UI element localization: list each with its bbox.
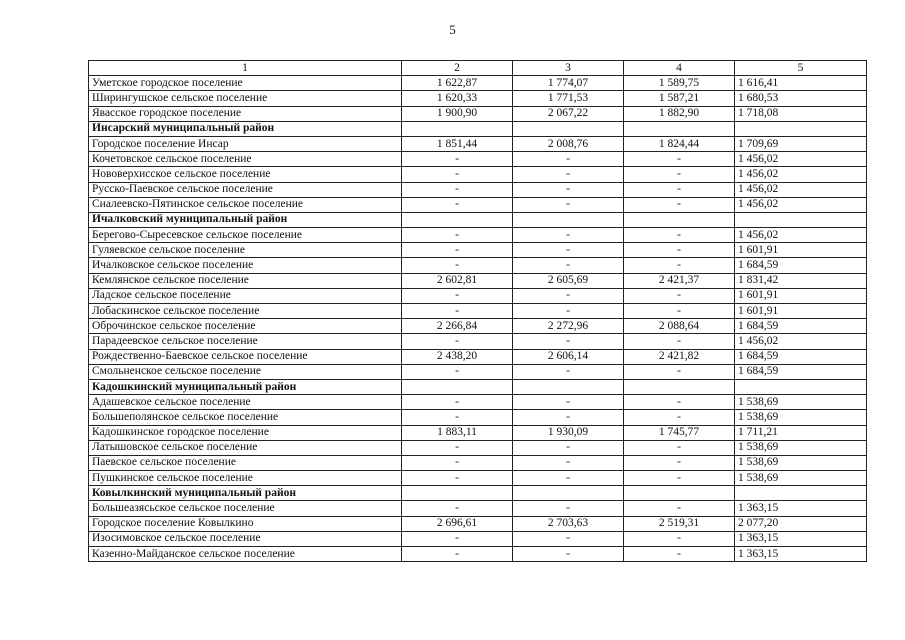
value-cell-col5: 1 601,91 bbox=[735, 243, 867, 258]
settlement-name: Ширингушское сельское поселение bbox=[89, 91, 402, 106]
value-cell-col2: - bbox=[402, 410, 513, 425]
value-cell-col3: - bbox=[513, 547, 624, 562]
value-cell-col2: 2 602,81 bbox=[402, 273, 513, 288]
value-cell-col2: - bbox=[402, 152, 513, 167]
value-cell-col5: 1 709,69 bbox=[735, 136, 867, 151]
value-cell-col3: 2 605,69 bbox=[513, 273, 624, 288]
value-cell-col4 bbox=[624, 486, 735, 501]
table-row bbox=[89, 197, 867, 212]
settlement-name: Паевское сельское поселение bbox=[89, 455, 402, 470]
value-cell-col5: 1 363,15 bbox=[735, 547, 867, 562]
table-row bbox=[89, 395, 867, 410]
value-cell-col5: 1 456,02 bbox=[735, 152, 867, 167]
value-cell-col5: 2 077,20 bbox=[735, 516, 867, 531]
table-row bbox=[89, 288, 867, 303]
settlement-name: Кемлянское сельское поселение bbox=[89, 273, 402, 288]
value-cell-col3: - bbox=[513, 334, 624, 349]
district-name: Инсарский муниципальный район bbox=[89, 121, 402, 136]
table-row bbox=[89, 531, 867, 546]
value-cell-col2: - bbox=[402, 304, 513, 319]
value-cell-col5: 1 601,91 bbox=[735, 304, 867, 319]
settlement-name: Кочетовское сельское поселение bbox=[89, 152, 402, 167]
value-cell-col2: - bbox=[402, 334, 513, 349]
settlement-name: Уметское городское поселение bbox=[89, 76, 402, 91]
settlement-name: Большеазясьское сельское поселение bbox=[89, 501, 402, 516]
table-row bbox=[89, 364, 867, 379]
settlement-name: Явасское городское поселение bbox=[89, 106, 402, 121]
value-cell-col4: 1 824,44 bbox=[624, 136, 735, 151]
value-cell-col4: - bbox=[624, 258, 735, 273]
table-row bbox=[89, 547, 867, 562]
value-cell-col2: - bbox=[402, 471, 513, 486]
value-cell-col2: - bbox=[402, 364, 513, 379]
table-row bbox=[89, 425, 867, 440]
value-cell-col4: - bbox=[624, 395, 735, 410]
value-cell-col5: 1 363,15 bbox=[735, 501, 867, 516]
value-cell-col4: - bbox=[624, 288, 735, 303]
value-cell-col5: 1 363,15 bbox=[735, 531, 867, 546]
value-cell-col3: - bbox=[513, 304, 624, 319]
value-cell-col5: 1 684,59 bbox=[735, 258, 867, 273]
column-header-5: 5 bbox=[735, 61, 867, 76]
value-cell-col2: - bbox=[402, 258, 513, 273]
value-cell-col5: 1 538,69 bbox=[735, 410, 867, 425]
table-header-row bbox=[89, 61, 867, 76]
column-header-1: 1 bbox=[89, 61, 402, 76]
table-row bbox=[89, 243, 867, 258]
settlement-name: Сиалеевско-Пятинское сельское поселение bbox=[89, 197, 402, 212]
value-cell-col3: 2 703,63 bbox=[513, 516, 624, 531]
value-cell-col5: 1 538,69 bbox=[735, 471, 867, 486]
value-cell-col5: 1 684,59 bbox=[735, 349, 867, 364]
district-name: Кадошкинский муниципальный район bbox=[89, 379, 402, 394]
value-cell-col3 bbox=[513, 121, 624, 136]
table-row bbox=[89, 516, 867, 531]
settlement-name: Кадошкинское городское поселение bbox=[89, 425, 402, 440]
value-cell-col4: - bbox=[624, 228, 735, 243]
value-cell-col3: - bbox=[513, 182, 624, 197]
value-cell-col4: - bbox=[624, 501, 735, 516]
value-cell-col4: - bbox=[624, 182, 735, 197]
table-row bbox=[89, 501, 867, 516]
column-header-2: 2 bbox=[402, 61, 513, 76]
district-name: Ичалковский муниципальный район bbox=[89, 212, 402, 227]
value-cell-col3: - bbox=[513, 243, 624, 258]
value-cell-col5: 1 616,41 bbox=[735, 76, 867, 91]
value-cell-col4 bbox=[624, 212, 735, 227]
tariff-table bbox=[88, 60, 867, 562]
settlement-name: Гуляевское сельское поселение bbox=[89, 243, 402, 258]
value-cell-col3: - bbox=[513, 364, 624, 379]
table-body bbox=[89, 76, 867, 562]
table-row bbox=[89, 152, 867, 167]
value-cell-col4: 1 745,77 bbox=[624, 425, 735, 440]
district-header-row bbox=[89, 121, 867, 136]
value-cell-col4: 2 421,37 bbox=[624, 273, 735, 288]
value-cell-col3: - bbox=[513, 531, 624, 546]
value-cell-col5 bbox=[735, 379, 867, 394]
column-header-4: 4 bbox=[624, 61, 735, 76]
settlement-name: Рождественно-Баевское сельское поселение bbox=[89, 349, 402, 364]
table-row bbox=[89, 440, 867, 455]
value-cell-col3: - bbox=[513, 167, 624, 182]
value-cell-col3 bbox=[513, 486, 624, 501]
value-cell-col4: 2 421,82 bbox=[624, 349, 735, 364]
value-cell-col2: - bbox=[402, 288, 513, 303]
table-row bbox=[89, 182, 867, 197]
value-cell-col5: 1 456,02 bbox=[735, 167, 867, 182]
value-cell-col4: 2 088,64 bbox=[624, 319, 735, 334]
settlement-name: Берегово-Сыресевское сельское поселение bbox=[89, 228, 402, 243]
value-cell-col5: 1 456,02 bbox=[735, 334, 867, 349]
value-cell-col4: - bbox=[624, 243, 735, 258]
table-row bbox=[89, 471, 867, 486]
value-cell-col5: 1 538,69 bbox=[735, 395, 867, 410]
value-cell-col4: - bbox=[624, 304, 735, 319]
value-cell-col2: 2 438,20 bbox=[402, 349, 513, 364]
value-cell-col3: - bbox=[513, 501, 624, 516]
value-cell-col4: - bbox=[624, 410, 735, 425]
value-cell-col3: - bbox=[513, 258, 624, 273]
value-cell-col3: 2 606,14 bbox=[513, 349, 624, 364]
table-row bbox=[89, 273, 867, 288]
table-row bbox=[89, 455, 867, 470]
value-cell-col4: - bbox=[624, 547, 735, 562]
value-cell-col3: - bbox=[513, 471, 624, 486]
settlement-name: Большеполянское сельское поселение bbox=[89, 410, 402, 425]
value-cell-col3 bbox=[513, 212, 624, 227]
table-row bbox=[89, 319, 867, 334]
settlement-name: Русско-Паевское сельское поселение bbox=[89, 182, 402, 197]
settlement-name: Казенно-Майданское сельское поселение bbox=[89, 547, 402, 562]
table-row bbox=[89, 167, 867, 182]
table-row bbox=[89, 106, 867, 121]
settlement-name: Лобаскинское сельское поселение bbox=[89, 304, 402, 319]
value-cell-col4: 2 519,31 bbox=[624, 516, 735, 531]
settlement-name: Ладское сельское поселение bbox=[89, 288, 402, 303]
value-cell-col2: - bbox=[402, 455, 513, 470]
value-cell-col2: - bbox=[402, 440, 513, 455]
value-cell-col4: - bbox=[624, 531, 735, 546]
settlement-name: Ичалковское сельское поселение bbox=[89, 258, 402, 273]
value-cell-col2: - bbox=[402, 501, 513, 516]
value-cell-col5: 1 456,02 bbox=[735, 197, 867, 212]
value-cell-col2: - bbox=[402, 547, 513, 562]
value-cell-col4: 1 587,21 bbox=[624, 91, 735, 106]
settlement-name: Нововерхисское сельское поселение bbox=[89, 167, 402, 182]
value-cell-col5: 1 711,21 bbox=[735, 425, 867, 440]
value-cell-col3: 1 930,09 bbox=[513, 425, 624, 440]
settlement-name: Адашевское сельское поселение bbox=[89, 395, 402, 410]
value-cell-col3: - bbox=[513, 228, 624, 243]
table-row bbox=[89, 410, 867, 425]
value-cell-col4: - bbox=[624, 455, 735, 470]
table-row bbox=[89, 91, 867, 106]
value-cell-col5 bbox=[735, 212, 867, 227]
table-row bbox=[89, 228, 867, 243]
value-cell-col2: - bbox=[402, 395, 513, 410]
value-cell-col2: - bbox=[402, 167, 513, 182]
value-cell-col3: 2 008,76 bbox=[513, 136, 624, 151]
value-cell-col5: 1 601,91 bbox=[735, 288, 867, 303]
value-cell-col2: - bbox=[402, 228, 513, 243]
value-cell-col4: 1 589,75 bbox=[624, 76, 735, 91]
table-row bbox=[89, 258, 867, 273]
value-cell-col2: - bbox=[402, 531, 513, 546]
table-row bbox=[89, 136, 867, 151]
settlement-name: Смольненское сельское поселение bbox=[89, 364, 402, 379]
value-cell-col2: 1 622,87 bbox=[402, 76, 513, 91]
value-cell-col2 bbox=[402, 212, 513, 227]
table-row bbox=[89, 349, 867, 364]
value-cell-col5: 1 538,69 bbox=[735, 440, 867, 455]
value-cell-col3: 2 272,96 bbox=[513, 319, 624, 334]
value-cell-col2: - bbox=[402, 243, 513, 258]
settlement-name: Парадеевское сельское поселение bbox=[89, 334, 402, 349]
value-cell-col3: - bbox=[513, 410, 624, 425]
value-cell-col5: 1 456,02 bbox=[735, 182, 867, 197]
settlement-name: Городское поселение Инсар bbox=[89, 136, 402, 151]
district-header-row bbox=[89, 379, 867, 394]
value-cell-col3: - bbox=[513, 395, 624, 410]
value-cell-col3 bbox=[513, 379, 624, 394]
value-cell-col3: 1 771,53 bbox=[513, 91, 624, 106]
value-cell-col3: - bbox=[513, 288, 624, 303]
value-cell-col5: 1 831,42 bbox=[735, 273, 867, 288]
value-cell-col4: - bbox=[624, 364, 735, 379]
value-cell-col2 bbox=[402, 121, 513, 136]
value-cell-col4: - bbox=[624, 440, 735, 455]
value-cell-col2: 1 620,33 bbox=[402, 91, 513, 106]
district-header-row bbox=[89, 212, 867, 227]
value-cell-col5: 1 680,53 bbox=[735, 91, 867, 106]
value-cell-col2: - bbox=[402, 197, 513, 212]
value-cell-col2: 1 851,44 bbox=[402, 136, 513, 151]
value-cell-col5: 1 684,59 bbox=[735, 319, 867, 334]
value-cell-col3: - bbox=[513, 455, 624, 470]
value-cell-col2 bbox=[402, 379, 513, 394]
value-cell-col5 bbox=[735, 486, 867, 501]
district-name: Ковылкинский муниципальный район bbox=[89, 486, 402, 501]
value-cell-col2: - bbox=[402, 182, 513, 197]
settlement-name: Изосимовское сельское поселение bbox=[89, 531, 402, 546]
value-cell-col5: 1 456,02 bbox=[735, 228, 867, 243]
value-cell-col4: - bbox=[624, 471, 735, 486]
value-cell-col4 bbox=[624, 379, 735, 394]
value-cell-col2: 1 900,90 bbox=[402, 106, 513, 121]
settlement-name: Городское поселение Ковылкино bbox=[89, 516, 402, 531]
table-row bbox=[89, 304, 867, 319]
value-cell-col5: 1 718,08 bbox=[735, 106, 867, 121]
value-cell-col2: 2 696,61 bbox=[402, 516, 513, 531]
column-header-3: 3 bbox=[513, 61, 624, 76]
value-cell-col5 bbox=[735, 121, 867, 136]
value-cell-col3: - bbox=[513, 152, 624, 167]
value-cell-col5: 1 538,69 bbox=[735, 455, 867, 470]
value-cell-col4: - bbox=[624, 197, 735, 212]
value-cell-col4: 1 882,90 bbox=[624, 106, 735, 121]
value-cell-col3: 1 774,07 bbox=[513, 76, 624, 91]
value-cell-col3: 2 067,22 bbox=[513, 106, 624, 121]
value-cell-col4 bbox=[624, 121, 735, 136]
value-cell-col4: - bbox=[624, 167, 735, 182]
value-cell-col4: - bbox=[624, 334, 735, 349]
value-cell-col4: - bbox=[624, 152, 735, 167]
value-cell-col2 bbox=[402, 486, 513, 501]
value-cell-col3: - bbox=[513, 440, 624, 455]
district-header-row bbox=[89, 486, 867, 501]
value-cell-col2: 1 883,11 bbox=[402, 425, 513, 440]
value-cell-col3: - bbox=[513, 197, 624, 212]
settlement-name: Оброчинское сельское поселение bbox=[89, 319, 402, 334]
page-number: 5 bbox=[449, 22, 456, 37]
table-row bbox=[89, 76, 867, 91]
table-row bbox=[89, 334, 867, 349]
settlement-name: Пушкинское сельское поселение bbox=[89, 471, 402, 486]
settlement-name: Латышовское сельское поселение bbox=[89, 440, 402, 455]
value-cell-col2: 2 266,84 bbox=[402, 319, 513, 334]
value-cell-col5: 1 684,59 bbox=[735, 364, 867, 379]
